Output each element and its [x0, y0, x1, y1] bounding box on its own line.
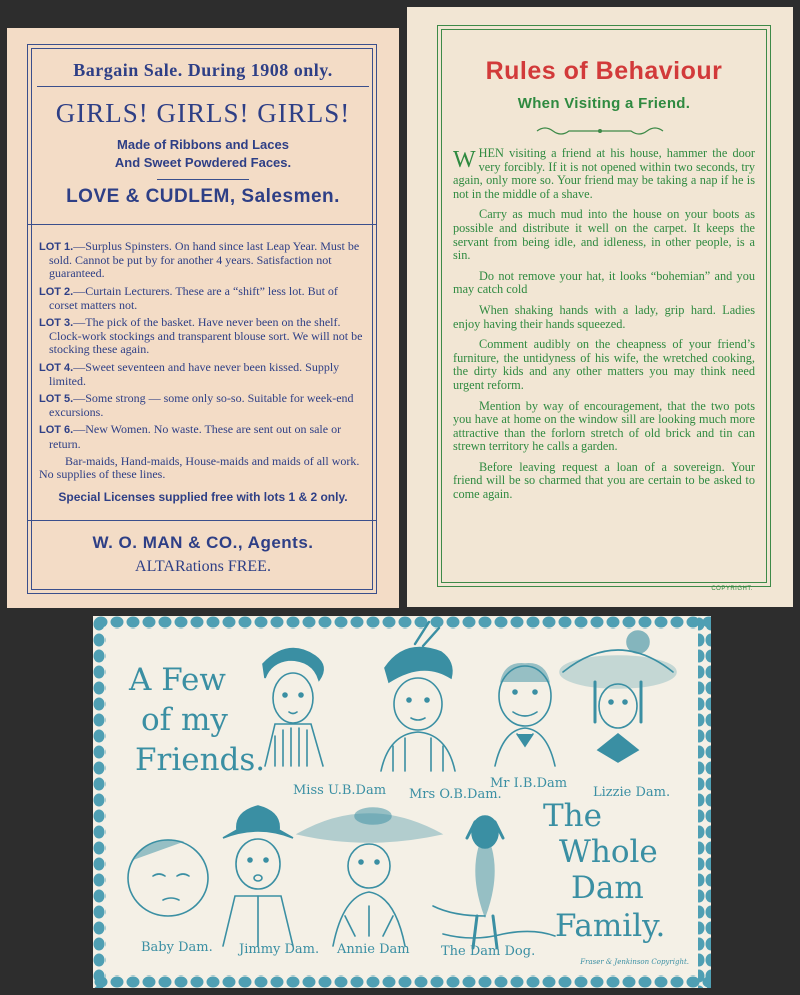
mr-ib-dam-portrait-icon	[495, 664, 555, 766]
salesmen-rule	[27, 224, 377, 225]
agents-line: W. O. MAN & CO., Agents.	[92, 533, 314, 552]
lots-list	[39, 240, 363, 481]
whole-family-line1: The	[543, 798, 602, 834]
name-miss-ub-dam: Miss U.B.Dam	[293, 783, 387, 798]
scallop-border-left	[93, 616, 106, 988]
name-mrs-ob-dam: Mrs O.B.Dam.	[409, 787, 502, 802]
scallop-border-right	[698, 616, 711, 988]
whole-family-line2: Whole	[559, 834, 658, 870]
lot-item: LOT 4.—Sweet seventeen and have never been kissed. Supply limited.	[39, 359, 340, 388]
powdered-line: And Sweet Powdered Faces.	[114, 155, 292, 170]
dam-dog-icon	[433, 816, 555, 948]
lizzie-dam-portrait-icon	[560, 631, 676, 762]
mrs-ob-dam-portrait-icon	[381, 622, 455, 771]
header-rule	[37, 86, 369, 87]
lot-item: LOT 5.—Some strong — some only so-so. Suitable for week-end excursions.	[39, 391, 354, 420]
few-friends-line3: Friends.	[135, 742, 266, 778]
name-mr-ib-dam: Mr I.B.Dam	[490, 776, 568, 791]
baby-dam-portrait-icon	[128, 840, 208, 916]
special-licenses: Special Licenses supplied free with lots 1 & 2 only.	[58, 490, 348, 504]
annie-dam-portrait-icon	[298, 808, 441, 946]
bargain-sale-header: Bargain Sale. During 1908 only.	[73, 60, 333, 80]
rule-paragraph: When shaking hands with a lady, grip hard. Ladies enjoy having their hands squeezed.	[453, 302, 755, 331]
name-lizzie-dam: Lizzie Dam.	[593, 785, 671, 800]
rules-of-behaviour-card	[407, 7, 793, 607]
rules-subtitle: When Visiting a Friend.	[517, 95, 691, 112]
rules-body	[453, 147, 755, 509]
rule-paragraph: Do not remove your hat, it looks “bohemian” and you may catch cold	[453, 268, 755, 297]
bargain-sale-card	[7, 28, 399, 608]
card2-copyright: COPYRIGHT.	[711, 586, 753, 592]
scallop-border-bottom	[93, 975, 711, 988]
rules-title: Rules of Behaviour	[485, 57, 723, 85]
whole-family-line3: Dam	[571, 870, 644, 906]
salesmen-line: LOVE & CUDLEM, Salesmen.	[66, 186, 340, 207]
name-baby-dam: Baby Dam.	[141, 940, 213, 955]
scroll-ornament-icon	[535, 124, 665, 138]
miss-ub-dam-portrait-icon	[263, 649, 323, 766]
rule-paragraph: Comment audibly on the cheapness of your friend’s furniture, the untidyness of his wife, the wretched cooking, the dirty kids and any other matters you may think need urgent reform.	[453, 337, 755, 392]
card3-copyright: Fraser & Jenkinson Copyright.	[580, 958, 689, 966]
dam-family-card	[93, 616, 711, 988]
few-friends-line2: of my	[141, 702, 228, 738]
name-annie-dam: Annie Dam	[337, 942, 410, 957]
short-rule	[157, 179, 249, 180]
lot-item: LOT 3.—The pick of the basket. Have never been on the shelf. Clock-work stockings and transparent blouse sort. We will not be stocking these again.	[39, 315, 363, 357]
altarations-line: ALTARations FREE.	[135, 558, 271, 575]
name-jimmy-dam: Jimmy Dam.	[239, 942, 320, 957]
girls-heading: GIRLS! GIRLS! GIRLS!	[55, 98, 351, 128]
ribbons-line: Made of Ribbons and Laces	[117, 137, 289, 152]
rule-paragraph: Before leaving request a loan of a sovereign. Your friend will be so charmed that you are certain to be asked to come again.	[453, 459, 755, 502]
agents-rule	[27, 520, 377, 521]
scallop-border-top	[93, 616, 711, 629]
lot-item: LOT 1.—Surplus Spinsters. On hand since last Leap Year. Must be sold. Cannot be put by for another 4 years. Satisfaction not guaranteed.	[39, 239, 360, 281]
drop-cap: W	[453, 147, 476, 173]
rule-paragraph: WHEN visiting a friend at his house, hammer the door very forcibly. If it is not opened within two seconds, try again, only more so. Your friend may be taking a nap if he is not in the middle of a shave.	[453, 146, 755, 201]
name-dam-dog: The Dam Dog.	[441, 944, 536, 959]
jimmy-dam-portrait-icon	[223, 806, 293, 946]
lot-item: LOT 2.—Curtain Lecturers. These are a “shift” less lot. But of corset matters not.	[39, 283, 338, 312]
rule-paragraph: Carry as much mud into the house on your boots as possible and distribute it well on the carpet. It keeps the servant from being idle, and idleness, in other people, is a sin.	[453, 207, 755, 263]
whole-family-line4: Family.	[555, 908, 666, 944]
few-friends-line1: A Few	[129, 662, 226, 698]
rule-paragraph: Mention by way of encouragement, that the two pots you have at home on the window sill are looking much more attractive than the forlorn stretch of old brick and tin can strewn territory he calls a garden.	[453, 398, 755, 454]
maids-note: Bar-maids, Hand-maids, House-maids and maids of all work. No supplies of these lines.	[39, 453, 360, 482]
lot-item: LOT 6.—New Women. No waste. These are sent out on sale or return.	[39, 422, 342, 451]
